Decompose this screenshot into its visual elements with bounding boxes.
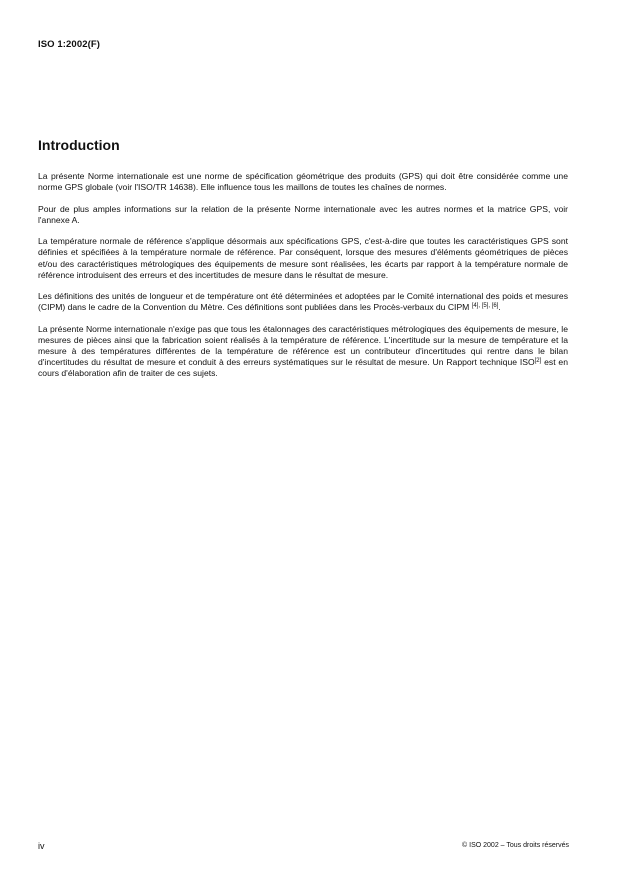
paragraph-5 [38,324,568,379]
paragraph-5-end: est en cours d'élaboration afin de traiter de ces sujets. [38,357,568,379]
paragraph-4 [38,291,568,313]
reference-4-5-6: [4], [5], [6] [471,303,499,310]
body-text [38,171,568,390]
paragraph-4-end: . [498,302,501,313]
paragraph-4-text: Les définitions des unités de longueur et de température ont été déterminées et adoptées par le Comité international des poids et mesures (CIPM) dans le cadre de la Convention du Mètre. Ces définitions sont publiées dans les Procès-verbaux du CIPM [38,291,568,313]
section-title: Introduction [38,137,120,153]
reference-2: [2] [534,358,542,365]
copyright-notice: © ISO 2002 – Tous droits réservés [462,842,569,849]
paragraph-2: Pour de plus amples informations sur la relation de la présente Norme internationale avec les autres normes et la matrice GPS, voir l'annexe A. [38,203,568,225]
page-number: iv [38,841,45,851]
paragraph-3: La température normale de référence s'applique désormais aux spécifications GPS, c'est-à-dire que toutes les caractéristiques GPS sont définies et spécifiées à la température normale de référence. Par conséquent, lorsque des mesures d'éléments géométriques de pièces et/ou des caractéristiques métrologiques des équipements de mesure sont réalisées, les écarts par rapport à la température normale de référence introduisent des erreurs et des incertitudes de mesure dans le résultat de mesure. [38,236,568,280]
document-header: ISO 1:2002(F) [38,39,101,50]
paragraph-5-text: La présente Norme internationale n'exige pas que tous les étalonnages des caractéristiques métrologiques des équipements de mesure, le mesures de pièces ainsi que la fabrication soient réalisés à la température de référence. L'incertitude sur la mesure de température et la mesure à des températures différentes de la température de référence est un contributeur d'incertitudes qui rentre dans le bilan d'incertitudes du résultat de mesure et conduit à des erreurs systématiques sur le résultat de mesure. Un Rapport technique ISO [38,323,568,368]
paragraph-1: La présente Norme internationale est une norme de spécification géométrique des produits (GPS) qui doit être considérée comme une norme GPS globale (voir l'ISO/TR 14638). Elle influence tous les maillons de toutes les chaînes de normes. [38,171,568,193]
